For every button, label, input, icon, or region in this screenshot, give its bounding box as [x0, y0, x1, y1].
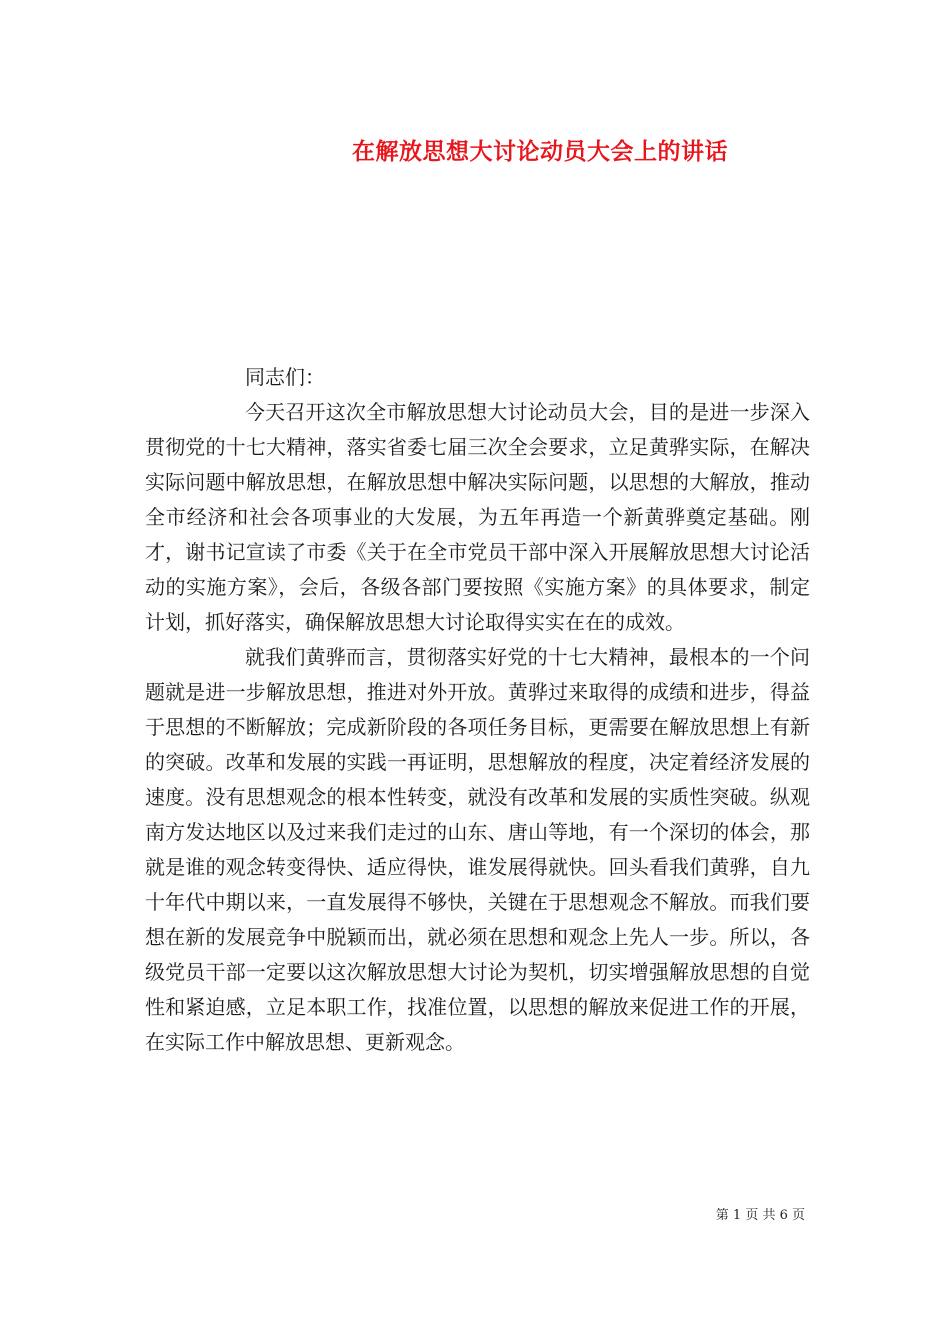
page-number: 第 1 页 共 6 页 [715, 1208, 805, 1223]
document-title: 在解放思想大讨论动员大会上的讲话 [352, 138, 728, 165]
salutation: 同志们： [245, 365, 325, 389]
document-body [145, 360, 810, 1060]
paragraph-2: 就我们黄骅而言，贯彻落实好党的十七大精神，最根本的一个问题就是进一步解放思想，推进对外开放。黄骅过来取得的成绩和进步，得益于思想的不断解放；完成新阶段的各项任务目标，更需要在解放思想上有新的突破。改革和发展的实践一再证明，思想解放的程度，决定着经济发展的速度。没有思想观念的根本性转变，就没有改革和发展的实质性突破。纵观南方发达地区以及过来我们走过的山东、唐山等地，有一个深切的体会，那就是谁的观念转变得快、适应得快，谁发展得就快。回头看我们黄骅，自九十年代中期以来，一直发展得不够快，关键在于思想观念不解放。而我们要想在新的发展竞争中脱颖而出，就必须在思想和观念上先人一步。所以，各级党员干部一定要以这次解放思想大讨论为契机，切实增强解放思想的自觉性和紧迫感，立足本职工作，找准位置，以思想的解放来促进工作的开展，在实际工作中解放思想、更新观念。 [145, 645, 810, 1054]
paragraph-1: 今天召开这次全市解放思想大讨论动员大会，目的是进一步深入贯彻党的十七大精神，落实省委七届三次全会要求，立足黄骅实际，在解决实际问题中解放思想，在解放思想中解决实际问题，以思想的大解放，推动全市经济和社会各项事业的大发展，为五年再造一个新黄骅奠定基础。刚才，谢书记宣读了市委《关于在全市党员干部中深入开展解放思想大讨论活动的实施方案》，会后，各级各部门要按照《实施方案》的具体要求，制定计划，抓好落实，确保解放思想大讨论取得实实在在的成效。 [145, 400, 810, 634]
